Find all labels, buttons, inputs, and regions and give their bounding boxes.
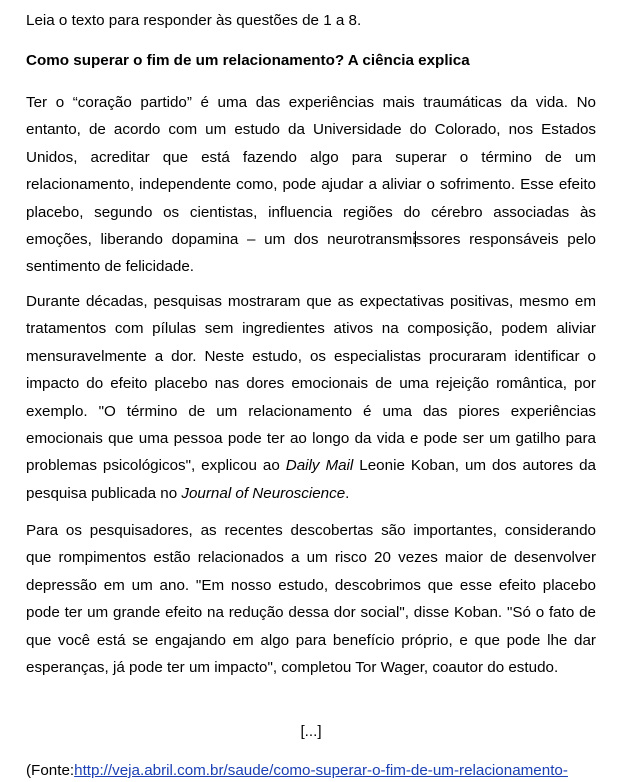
source-line (26, 762, 568, 779)
article-title: Como superar o fim de um relacionamento? A ciência explica (26, 52, 470, 69)
source-prefix: (Fonte: (26, 762, 75, 779)
publication-daily-mail: Daily Mail (285, 457, 354, 475)
paragraph-1 (26, 89, 596, 281)
paragraph-1-text-b: ssores responsáveis pelo sentimento de felicidade. (26, 231, 596, 276)
paragraph-2-text-a: Durante décadas, pesquisas mostraram que as expectativas positivas, mesmo em tratamentos com pílulas sem ingredientes ativos na composição, podem aliviar mensuravelmente a dor. Neste estudo, os especialistas procuraram identificar o impacto do efeito placebo nas dores emocionais de uma rejeição romântica, por exemplo. "O término de um relacionamento é uma das piores experiências emocionais que uma pessoa pode ter ao longo da vida e pode ser um gatilho para problemas psicológicos", explicou ao (26, 293, 596, 475)
paragraph-1-text-a: Ter o “coração partido” é uma das experiências mais traumáticas da vida. No entanto, de acordo com um estudo da Universidade do Colorado, nos Estados Unidos, acreditar que está fazendo algo para superar o término de um relacionamento, independente como, pode ajudar a aliviar o sofrimento. Esse efeito placebo, segundo os cientistas, influencia regiões do cérebro associadas às emoções, liberando dopamina – um dos neurotransmi (26, 94, 596, 249)
paragraph-2-text-c: . (345, 484, 350, 502)
paragraph-2 (26, 288, 596, 507)
instruction-text: Leia o texto para responder às questões de 1 a 8. (26, 12, 362, 29)
source-link[interactable]: http://veja.abril.com.br/saude/como-superar-o-fim-de-um-relacionamento- (74, 762, 568, 779)
paragraph-2-text-b: Leonie Koban, um dos autores da pesquisa publicada no (26, 457, 596, 502)
paragraph-3: Para os pesquisadores, as recentes descobertas são importantes, considerando que rompimentos estão relacionados a um risco 20 vezes maior de desenvolver depressão em um ano. "Em nosso estudo, descobrimos que esse efeito placebo pode ter um grande efeito na redução dessa dor social", disse Koban. "Só o fato de que você está se engajando em algo para benefício próprio, e que pode lhe dar esperanças, já pode ter um impacto", completou Tor Wager, coautor do estudo. (26, 522, 596, 677)
publication-journal: Journal of Neuroscience (181, 484, 346, 502)
omission-marker: [...] (300, 723, 322, 740)
